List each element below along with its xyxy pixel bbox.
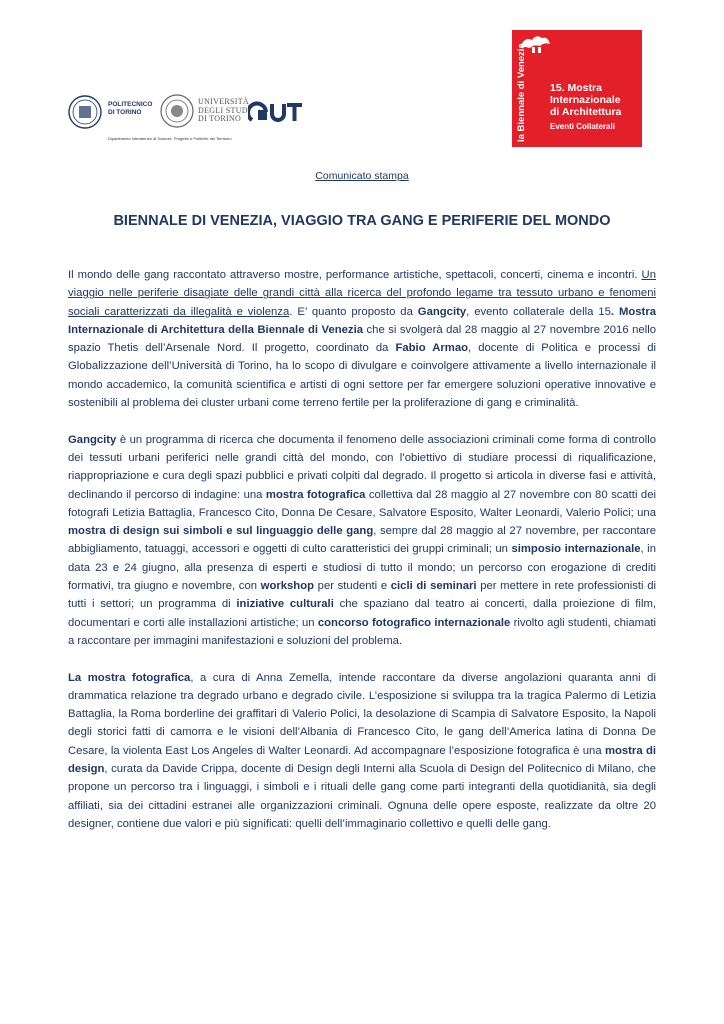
bold-text: Gangcity <box>68 433 117 446</box>
text-span: , docente di Politica e processi di Globalizzazione dell’Università di Torino, ha lo scopo di divulgare e coinvolgere attivamente a livello internazionale il mondo accademico, la comunità scientifica e artisti di ogni settore per far emergere soluzioni operative innovative e sostenibili al problema dei cluster urbani come terreno fertile per la proliferazione di gang e criminalità. <box>68 342 656 410</box>
text-span: rivolto agli studenti, chiamati a raccontare per immagini manifestazioni e soluzioni del problema. <box>68 616 657 647</box>
paragraph-2 <box>68 431 656 651</box>
text-span: , in data 23 e 24 giugno, alla presenza di esperti e studiosi di tutto il mondo; un percorso con erogazione di crediti formativi, tra giugno e novembre, con <box>68 543 656 593</box>
text-span: per mettere in rete professionisti di tutti i settori; un programma di <box>68 580 657 611</box>
document-title: BIENNALE DI VENEZIA, VIAGGIO TRA GANG E PERIFERIE DEL MONDO <box>113 213 611 229</box>
text-span: Il mondo delle gang raccontato attraverso mostre, performance artistiche, spettacoli, concerti, cinema e incontri. <box>68 269 642 281</box>
bold-text: Gangcity <box>417 305 467 318</box>
text-span: . E’ quanto proposto da <box>289 305 418 318</box>
polito-seal-icon <box>68 95 102 129</box>
aut-logo-icon <box>248 100 304 124</box>
underlined-text: Un viaggio nelle periferie disagiate delle grandi città alla ricerca del profondo legame tra tessuto urbano e fenomeni sociali caratterizzati da illegalità e violenza <box>68 269 656 318</box>
header-logos <box>68 92 318 142</box>
unito-seal-icon <box>160 94 194 128</box>
department-name: Dipartimento Interateneo di Scienze, Progetto e Politiche del Territorio <box>108 136 232 141</box>
bold-text: La mostra fotografica <box>68 671 191 684</box>
bold-text: . Mostra Internazionale di Architettura della Biennale di Venezia <box>68 305 657 336</box>
text-span: che spaziano dal teatro ai concerti, dalla proiezione di film, documentari e corti alle installazioni artistiche; un <box>68 598 656 629</box>
bold-text: mostra fotografica <box>265 488 366 501</box>
paragraph-3 <box>68 669 656 834</box>
biennale-subtitle: Eventi Collaterali <box>550 122 615 131</box>
unito-name: UNIVERSITÀ DEGLI STUDI DI TORINO <box>198 97 251 124</box>
bold-text: Fabio Armao <box>395 342 469 355</box>
bold-text: cicli di seminari <box>390 580 477 593</box>
polito-name: POLITECNICO DI TORINO <box>108 101 153 116</box>
text-span: collettiva dal 28 maggio al 27 novembre con 80 scatti dei fotografi Letizia Battaglia, Francesco Cito, Donna De Cesare, Salvatore Esposito, Walter Leonardi, Valerio Polici; una <box>68 488 656 519</box>
biennale-logo <box>512 30 642 147</box>
text-span: è un programma di ricerca che documenta il fenomeno delle associazioni criminali come forma di controllo dei tessuti urbani periferici nelle grandi città del mondo, con l’obiettivo di studiare processi di riqualificazione, riappropriazione e cura degli spazi pubblici e privati colpiti dal degrado. Il progetto si articola in diverse fasi e attività, declinando il percorso di indagine: una <box>68 433 656 501</box>
text-span: , evento collaterale della 15 <box>466 305 611 318</box>
document-body <box>68 266 656 852</box>
bold-text: concorso fotografico internazionale <box>317 616 511 629</box>
biennale-title: 15. Mostra Internazionale di Architettura <box>550 82 622 118</box>
text-span: , curata da Davide Crippa, docente di Design degli Interni alla Scuola di Design del Politecnico di Milano, che propone un percorso tra i linguaggi, i simboli e i rituali delle gang come parti integranti della quotidianità, sia degli affiliati, sia dei cittadini estranei alle organizzazioni criminali. Ognuna delle opere esposte, realizzate da oltre 20 designer, contiene due valori e più significati: quelli dell’immaginario collettivo e quelli delle gang. <box>68 763 656 830</box>
biennale-vertical-label: la Biennale di Venezia <box>516 43 527 142</box>
text-span: , a cura di Anna Zemella, intende raccontare da diverse angolazioni quaranta anni di drammatica relazione tra degrado urbano e degrado civile. L’esposizione si sviluppa tra la tragica Palermo di Letizia Battaglia, la Roma borderline dei graffitari di Valerio Polici, la desolazione di Scampia di Salvatore Esposito, la Napoli degli storici fatti di camorra e le visioni dell’Albania di Francesco Cito, le gang dell’America latina di Donna De Cesare, la violenta East Los Angeles di Walter Leonardi. Ad accompagnare l’esposizione fotografica è una <box>68 671 656 757</box>
bold-text: workshop <box>260 580 315 593</box>
text-span: che si svolgerà dal 28 maggio al 27 novembre 2016 nello spazio Thetis dell’Arsenale Nord. Il progetto, coordinato da <box>68 323 656 355</box>
paragraph-1 <box>68 266 656 412</box>
bold-text: mostra di design <box>68 744 656 776</box>
bold-text: simposio internazionale <box>511 543 641 556</box>
press-release-label: Comunicato stampa <box>315 170 409 182</box>
bold-text: iniziative culturali <box>236 598 334 611</box>
text-span: per studenti e <box>314 580 391 593</box>
bold-text: mostra di design sui simboli e sul linguaggio delle gang <box>68 525 374 538</box>
text-span: , sempre dal 28 maggio al 27 novembre, per raccontare abbigliamento, tatuaggi, accessori e oggetti di culto caratteristici dei gruppi criminali; un <box>68 525 656 556</box>
